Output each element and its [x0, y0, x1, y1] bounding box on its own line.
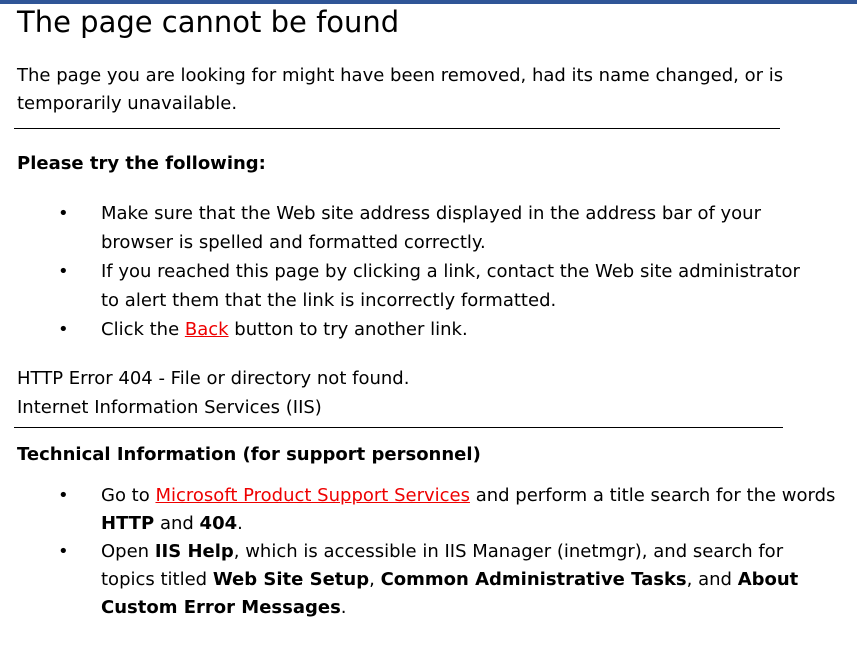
list-item: [0, 257, 820, 315]
bullet-icon: •: [58, 319, 69, 340]
error-info: [17, 364, 409, 422]
tech-keyword-iis-help: IIS Help: [154, 541, 234, 562]
try-following-heading: Please try the following:: [17, 153, 266, 174]
list-item: [0, 315, 820, 344]
tech-keyword-404: 404: [199, 513, 238, 534]
technical-info-heading: Technical Information (for support personnel): [17, 444, 481, 465]
server-name-line: Internet Information Services (IIS): [17, 397, 322, 418]
list-item: [0, 538, 840, 622]
back-link[interactable]: Back: [184, 319, 229, 340]
tech-keyword-http: HTTP: [101, 513, 155, 534]
intro-text: The page you are looking for might have been removed, had its name changed, or is temporarily unavailable.: [17, 65, 784, 114]
suggestion-check-address: Make sure that the Web site address displayed in the address bar of your browser is spelled and formatted correctly.: [101, 203, 761, 253]
list-item: [0, 199, 820, 257]
tech-item1-and: and: [154, 513, 200, 534]
tech-item2-and: , and: [686, 569, 738, 590]
bullet-icon: •: [58, 261, 69, 282]
tech-item2-end: .: [340, 597, 347, 618]
tech-item1-end: .: [237, 513, 243, 534]
tech-item2-comma: ,: [369, 569, 381, 590]
divider-bottom: [14, 427, 783, 428]
bullet-icon: •: [58, 541, 69, 562]
tech-item1-prefix: Go to: [101, 485, 156, 506]
suggestion-contact-admin: If you reached this page by clicking a link, contact the Web site administrator to alert them that the link is incorrectly formatted.: [101, 261, 800, 311]
tech-item1-middle: and perform a title search for the words: [469, 485, 836, 506]
error-code-line: HTTP Error 404 - File or directory not found.: [17, 368, 410, 389]
suggestions-list: [0, 199, 820, 344]
tech-keyword-custom-errors: About Custom Error Messages: [101, 569, 799, 618]
page-title: The page cannot be found: [17, 5, 400, 39]
technical-list: [0, 482, 840, 622]
bullet-icon: •: [58, 203, 69, 224]
tech-item2-middle: , which is accessible in IIS Manager (inetmgr), and search for topics titled: [101, 541, 784, 590]
support-services-link[interactable]: Microsoft Product Support Services: [155, 485, 470, 506]
bullet-icon: •: [58, 485, 69, 506]
list-item: [0, 482, 840, 538]
tech-keyword-web-site-setup: Web Site Setup: [212, 569, 370, 590]
tech-keyword-admin-tasks: Common Administrative Tasks: [380, 569, 687, 590]
suggestion-back-suffix: button to try another link.: [228, 319, 468, 340]
tech-item2-prefix: Open: [101, 541, 155, 562]
divider-top: [14, 128, 780, 129]
suggestion-back-prefix: Click the: [101, 319, 185, 340]
